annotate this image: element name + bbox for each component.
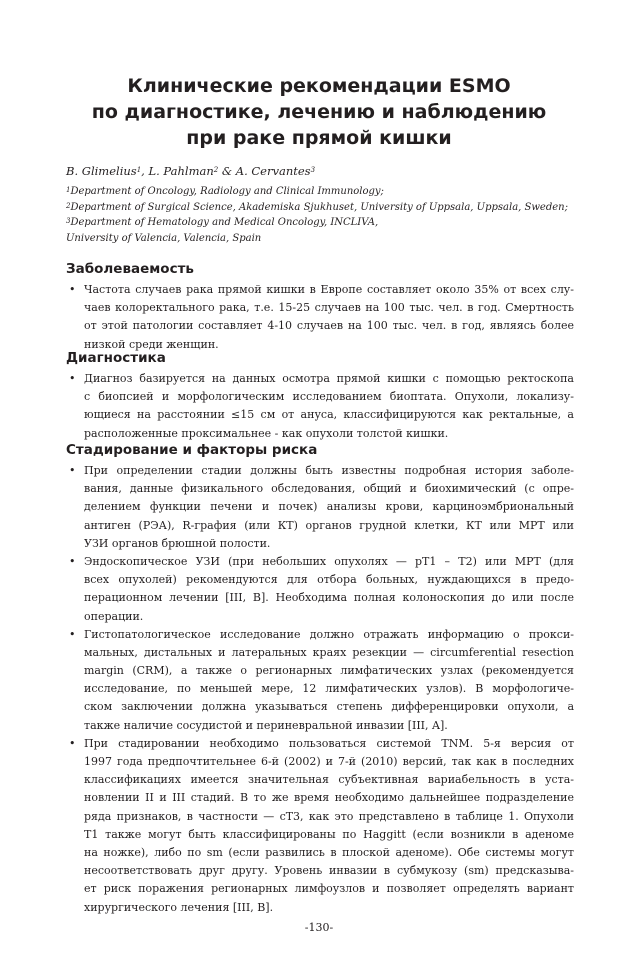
section-heading: Диагностика — [66, 350, 166, 366]
text-line: чаев колоректального рака, т.е. 15-25 случаев на 100 тыс. чел. в год. Смертность — [84, 301, 574, 315]
text-line: margin (CRM), а также о регионарных лимфатических узлах (рекомендуется — [84, 664, 574, 678]
text-line: При стадировании необходимо пользоваться системой TNM. 5-я версия от — [84, 736, 574, 750]
bullet-dot: • — [69, 372, 76, 385]
text-line: антиген (РЭА), R-графия (или КТ) органов грудной клетки, КТ или МРТ или — [84, 518, 574, 532]
title-line: Клинические рекомендации ESMO — [127, 75, 511, 97]
affiliation-line — [66, 184, 586, 200]
bullet-dot: • — [69, 627, 76, 641]
bullet-dot: • — [69, 736, 76, 750]
affiliation-text: University of Valencia, Valencia, Spain — [66, 232, 262, 244]
authors — [66, 163, 315, 179]
text-line: с биопсией и морфологическим исследованием биоптата. Опухоли, локализу- — [84, 390, 574, 404]
bullet-item — [66, 735, 574, 917]
section-heading: Стадирование и факторы риска — [66, 442, 318, 458]
affiliation-sup: 2 — [66, 201, 71, 210]
text-line: ряда признаков, в частности — cT3, как это представлено в таблице 1. Опухоли — [84, 809, 574, 823]
affiliation-sup: 1 — [66, 186, 71, 194]
bullet-item — [66, 462, 574, 553]
text-line: на ножке), либо по sm (если развились в плоской аденоме). Обе системы могут — [84, 845, 574, 859]
title-line: по диагностике, лечению и наблюдению — [91, 101, 547, 123]
section-staging — [66, 440, 574, 917]
document-title — [0, 73, 638, 151]
section-incidence — [66, 259, 574, 354]
text-line: всех опухолей) рекомендуются для отбора больных, нуждающихся в предо- — [84, 573, 574, 587]
text-line: перационном лечении [III, B]. Необходима полная колоноскопия до или после — [84, 591, 574, 605]
affiliation-line — [66, 200, 586, 216]
text-line: Диагноз базируется на данных осмотра прямой кишки с помощью ректоскопа — [84, 372, 574, 385]
affiliation-line — [66, 215, 586, 231]
text-line: делением функции печени и почек) анализы крови, карциноэмбриональный — [84, 500, 574, 514]
title-line: при раке прямой кишки — [186, 127, 452, 149]
affiliation-sup: 3 — [66, 217, 71, 226]
text-line: от этой патологии составляет 4-10 случаев на 100 тыс. чел. в год, являясь более — [84, 319, 574, 333]
text-line: также наличие сосудистой и периневральной инвазии [III, A]. — [84, 718, 448, 732]
author-sup: 1 — [136, 166, 142, 174]
text-line: 1997 года предпочтительнее 6-й (2002) и 7-й (2010) версий, так как в последних — [84, 755, 574, 768]
text-line: исследование, по меньшей мере, 12 лимфатических узлов). В морфологиче- — [84, 682, 574, 696]
text-line: ющиеся на расстоянии ≤15 см от ануса, классифицируются как ректальные, а — [84, 408, 574, 422]
text-line: ет риск поражения регионарных лимфоузлов и позволяет определять вариант — [84, 882, 574, 896]
text-line: T1 также могут быть классифицированы по Haggitt (если возникли в аденоме — [84, 827, 574, 841]
bullet-item — [66, 370, 574, 443]
affiliation-line — [66, 231, 586, 247]
affiliation-text: Department of Oncology, Radiology and Clinical Immunology; — [70, 186, 384, 197]
page-number: -130- — [304, 921, 334, 934]
text-line: мальных, дистальных и латеральных краях резекции — circumferential resection — [84, 645, 574, 659]
author-sup: 3 — [310, 166, 316, 174]
author-name: B. Glimelius — [66, 164, 137, 178]
bullet-dot: • — [69, 283, 76, 296]
text-line: Частота случаев рака прямой кишки в Европе составляет около 35% от всех слу- — [84, 283, 574, 296]
text-line: расположенные проксимальнее - как опухоли толстой кишки. — [84, 426, 449, 440]
text-line: УЗИ органов брюшной полости. — [84, 536, 271, 550]
text-line: несоответствовать друг другу. Уровень инвазии в субмукозу (sm) предсказыва- — [84, 864, 574, 878]
text-line: классификациях имеется значительная субъективная вариабельность в уста- — [84, 773, 574, 787]
text-line: низкой среди женщин. — [84, 337, 219, 351]
bullet-dot: • — [69, 554, 76, 568]
section-heading: Заболеваемость — [66, 261, 194, 277]
text-line: вания, данные физикального обследования, общий и биохимический (с опре- — [84, 482, 574, 496]
bullet-item — [66, 553, 574, 626]
affiliations — [66, 184, 586, 246]
author-sup: 2 — [213, 166, 219, 174]
text-line: хирургического лечения [III, B]. — [84, 900, 274, 914]
text-line: операции. — [84, 609, 144, 623]
bullet-item — [66, 281, 574, 354]
text-line: При определении стадии должны быть известны подробная история заболе- — [84, 464, 574, 477]
text-line: Эндоскопическое УЗИ (при небольших опухолях — pT1 – T2) или МРТ (для — [84, 554, 574, 568]
affiliation-text: Department of Surgical Science, Akademiska Sjukhuset, University of Uppsala, Uppsala, Sweden; — [70, 201, 568, 213]
text-line: ском заключении должна указываться степень дифференцировки опухоли, а — [84, 700, 574, 714]
bullet-item — [66, 626, 574, 735]
author-name: , L. Pahlman — [141, 164, 214, 178]
affiliation-text: Department of Hematology and Medical Oncology, INCLIVA, — [70, 217, 379, 229]
section-diagnostics — [66, 348, 574, 443]
text-line: новлении II и III стадий. В то же время необходимо дальнейшее подразделение — [84, 791, 574, 805]
bullet-dot: • — [69, 464, 76, 477]
text-line: Гистопатологическое исследование должно отражать информацию о прокси- — [84, 627, 574, 641]
author-name: & A. Cervantes — [218, 164, 311, 178]
